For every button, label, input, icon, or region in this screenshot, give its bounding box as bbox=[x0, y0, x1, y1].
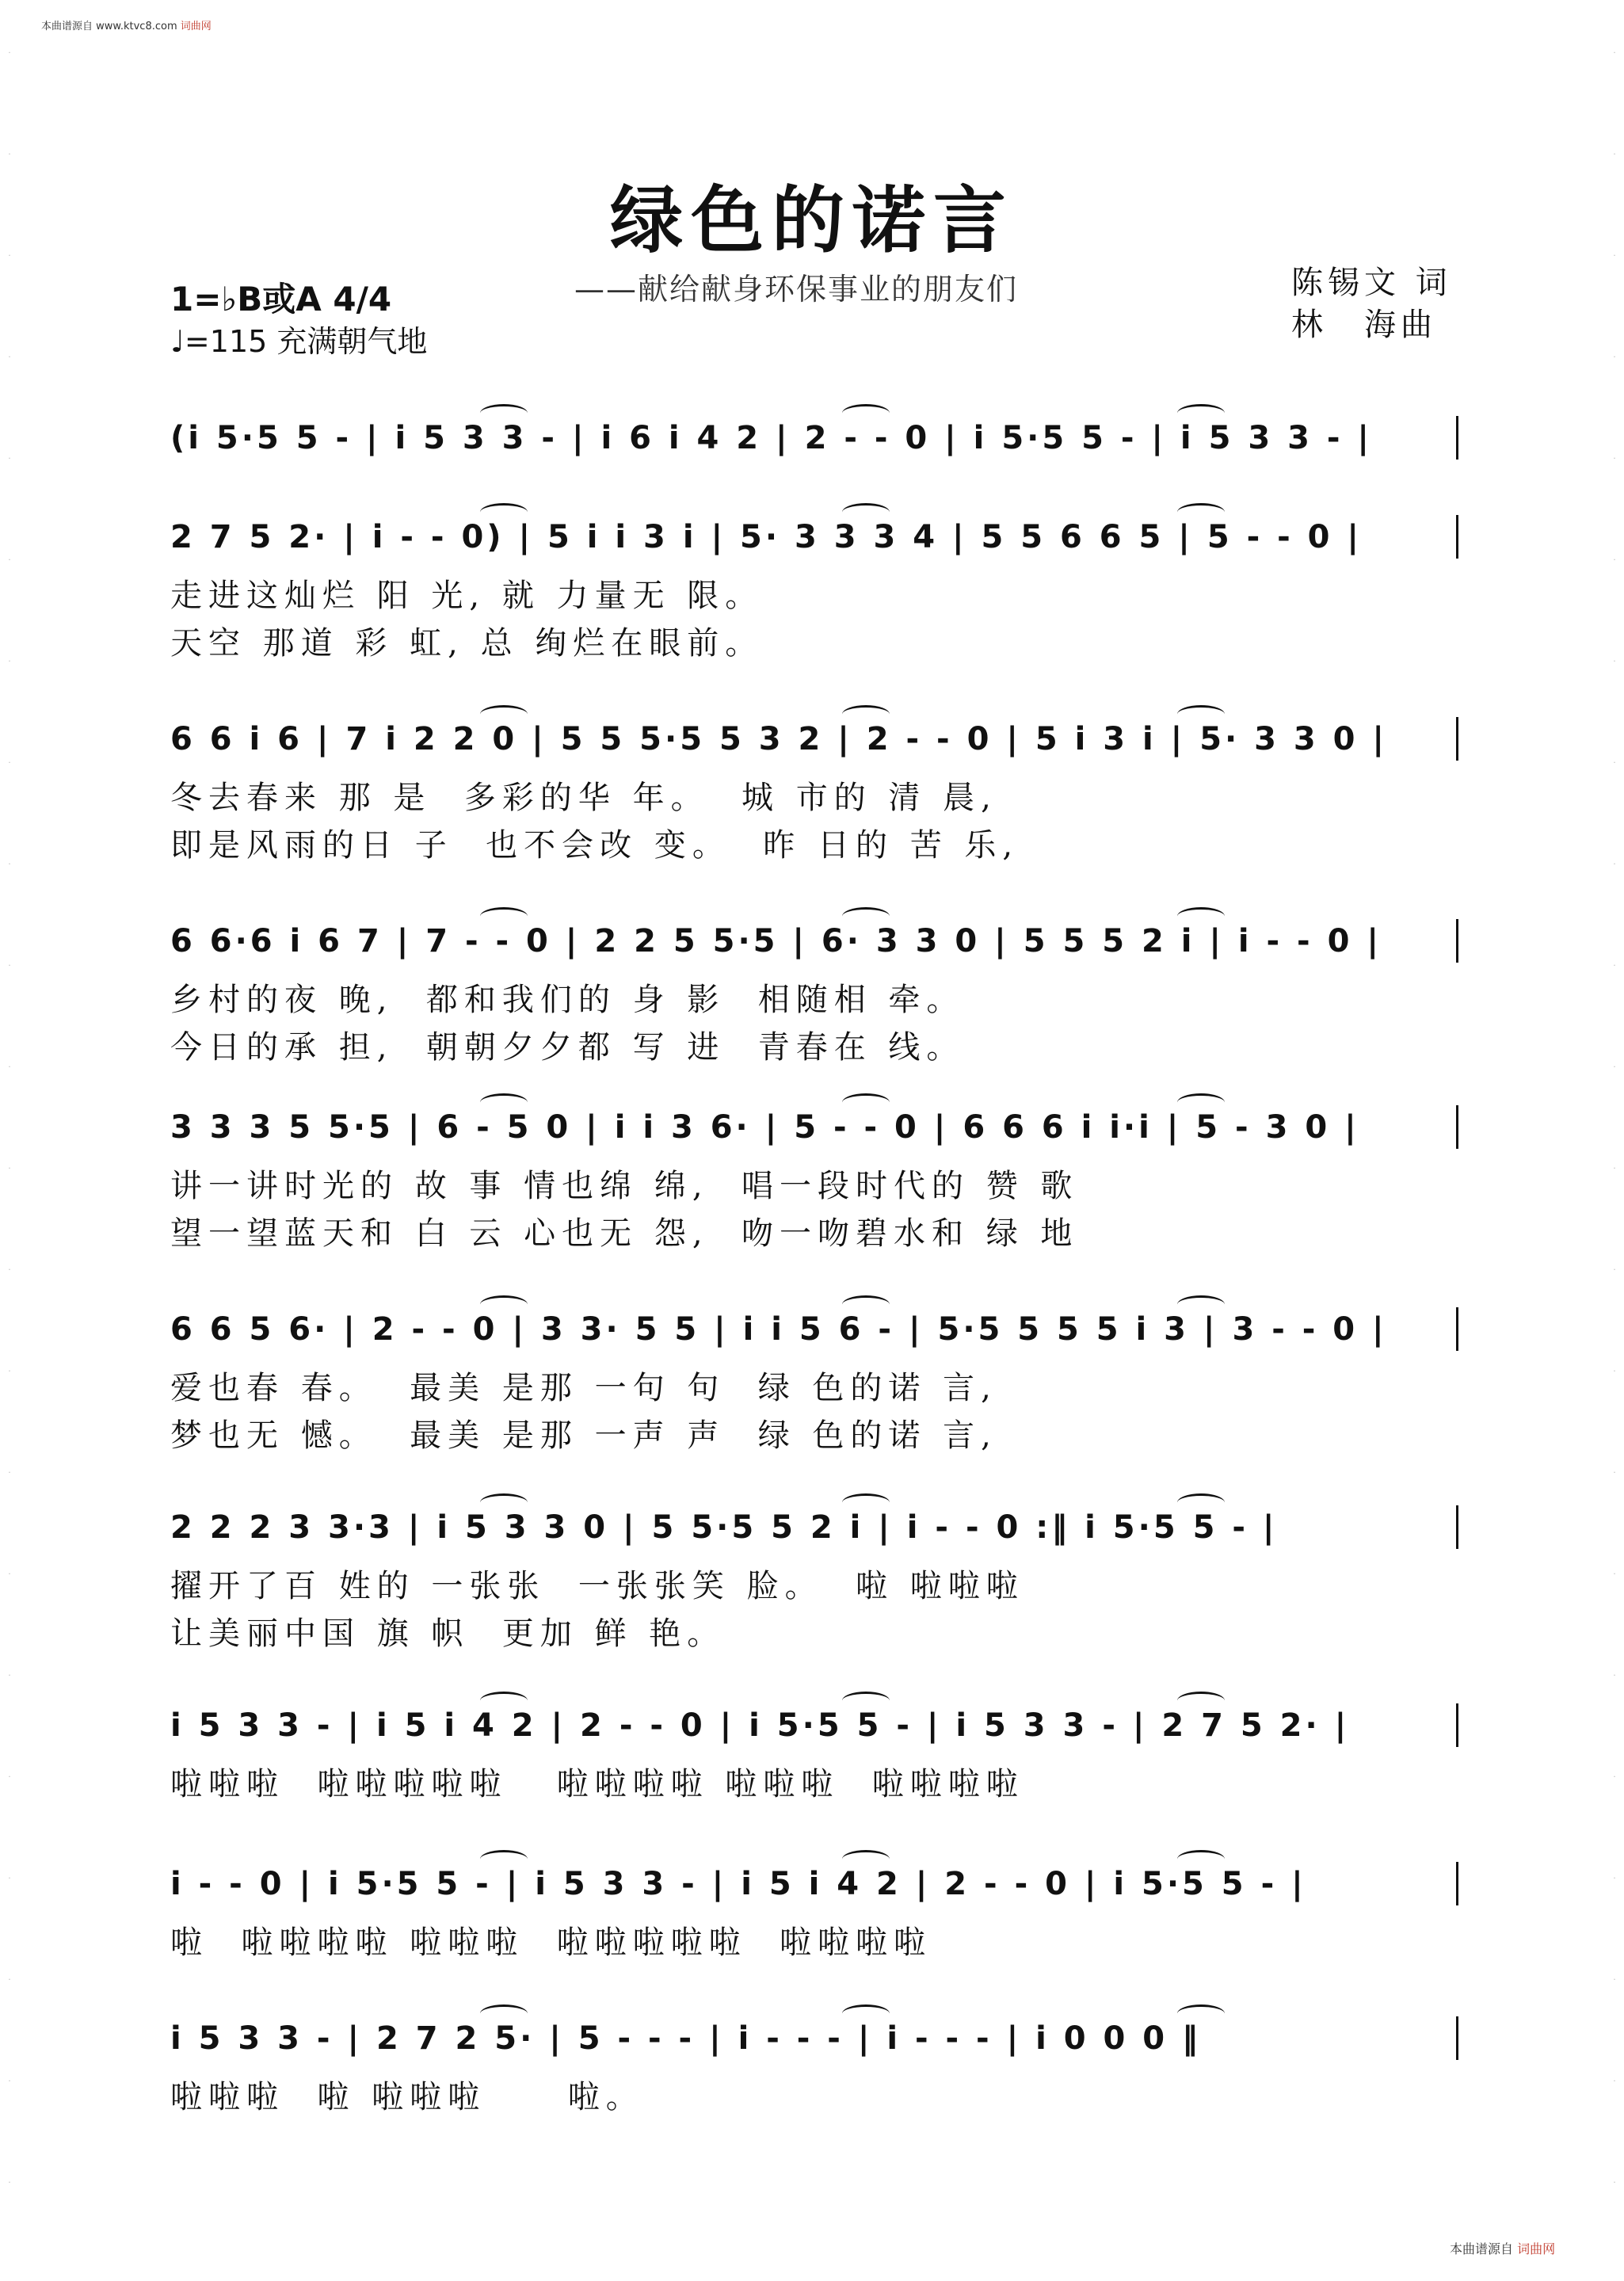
barline bbox=[1456, 1703, 1458, 1747]
lyric-line: 走进这灿烂 阳 光, 就 力量无 限。 bbox=[170, 578, 764, 614]
lyric-line: 梦也无 憾。 最美 是那 一声 声 绿 色的诺 言, bbox=[170, 1417, 997, 1454]
slur-mark bbox=[480, 1295, 528, 1314]
edge-watermark: · bbox=[1613, 1974, 1616, 1985]
edge-watermark: · bbox=[8, 1974, 11, 1985]
barline bbox=[1456, 919, 1458, 963]
edge-watermark: · bbox=[1613, 1873, 1616, 1883]
edge-watermark: · bbox=[8, 1569, 11, 1579]
song-title: 绿色的诺言 bbox=[609, 177, 1014, 263]
slur-mark bbox=[480, 907, 528, 925]
barline bbox=[1456, 1862, 1458, 1905]
notation-line: 6 6·6 i 6 7 | 7 - - 0 | 2 2 5 5·5 | 6· 3 3 0 | 5 5 5 2 i | i - - 0 | bbox=[170, 923, 1382, 959]
barline bbox=[1456, 2016, 1458, 2060]
edge-watermark: · bbox=[8, 1163, 11, 1173]
barline bbox=[1456, 1105, 1458, 1149]
edge-watermark: · bbox=[8, 859, 11, 869]
slur-mark bbox=[480, 1093, 528, 1112]
edge-watermark: · bbox=[1613, 250, 1616, 261]
edge-watermark: · bbox=[8, 352, 11, 362]
slur-mark bbox=[842, 1850, 890, 1868]
notation-line: i 5 3 3 - | i 5 i 4 2 | 2 - - 0 | i 5·5 5 - | i 5 3 3 - | 2 7 5 2· | bbox=[170, 1707, 1350, 1744]
edge-watermark: · bbox=[1613, 960, 1616, 971]
notation-line: i - - 0 | i 5·5 5 - | i 5 3 3 - | i 5 i 4 2 | 2 - - 0 | i 5·5 5 - | bbox=[170, 1866, 1306, 1902]
lyric-line: 冬去春来 那 是 多彩的华 年。 城 市的 清 晨, bbox=[170, 780, 997, 816]
barline bbox=[1456, 515, 1458, 559]
notation-line: 2 2 2 3 3·3 | i 5 3 3 0 | 5 5·5 5 2 i | i - - 0 :‖ i 5·5 5 - | bbox=[170, 1509, 1278, 1546]
edge-watermark: · bbox=[1613, 1062, 1616, 1072]
slur-mark bbox=[1177, 705, 1225, 723]
lyric-line: 今日的承 担, 朝朝夕夕都 写 进 青春在 线。 bbox=[170, 1029, 965, 1066]
slur-mark bbox=[480, 1850, 528, 1868]
composer-credit: 林 海曲 bbox=[1291, 307, 1437, 343]
source-credit-bottom: 本曲谱源自 词曲网 bbox=[1450, 2241, 1556, 2256]
slur-mark bbox=[842, 1692, 890, 1710]
slur-mark bbox=[480, 1493, 528, 1512]
notation-line: 6 6 i 6 | 7 i 2 2 0 | 5 5 5·5 5 3 2 | 2 - - 0 | 5 i 3 i | 5· 3 3 0 | bbox=[170, 721, 1388, 757]
slur-mark bbox=[1177, 1093, 1225, 1112]
edge-watermark: · bbox=[1613, 1163, 1616, 1173]
notation-line: i 5 3 3 - | 2 7 2 5· | 5 - - - | i - - - | i - - - | i 0 0 0 ‖ bbox=[170, 2020, 1202, 2057]
slur-mark bbox=[480, 2004, 528, 2023]
song-subtitle: ——献给献身环保事业的朋友们 bbox=[574, 272, 1019, 307]
edge-watermark: · bbox=[8, 48, 11, 58]
edge-watermark: · bbox=[1613, 48, 1616, 58]
slur-mark bbox=[1177, 1692, 1225, 1710]
edge-watermark: · bbox=[1613, 1569, 1616, 1579]
lyric-line: 望一望蓝天和 白 云 心也无 怨, 吻一吻碧水和 绿 地 bbox=[170, 1215, 1079, 1252]
edge-watermark: · bbox=[1613, 1264, 1616, 1275]
slur-mark bbox=[1177, 1850, 1225, 1868]
edge-watermark: · bbox=[1613, 1467, 1616, 1478]
lyric-line: 啦 啦啦啦啦 啦啦啦 啦啦啦啦啦 啦啦啦啦 bbox=[170, 1924, 932, 1961]
lyric-line: 即是风雨的日 子 也不会改 变。 昨 日的 苦 乐, bbox=[170, 827, 1020, 864]
lyric-line: 啦啦啦 啦啦啦啦啦 啦啦啦啦 啦啦啦 啦啦啦啦 bbox=[170, 1766, 1024, 1802]
edge-watermark: · bbox=[8, 1873, 11, 1883]
lyric-line: 讲一讲时光的 故 事 情也绵 绵, 唱一段时代的 赞 歌 bbox=[170, 1168, 1079, 1204]
source-credit-top: 本曲谱源自 www.ktvc8.com 词曲网 bbox=[41, 21, 212, 32]
lyric-line: 乡村的夜 晚, 都和我们的 身 影 相随相 牵。 bbox=[170, 982, 965, 1018]
edge-watermark: · bbox=[1613, 1772, 1616, 1782]
edge-watermark: · bbox=[8, 555, 11, 565]
slur-mark bbox=[842, 1093, 890, 1112]
slur-mark bbox=[1177, 1295, 1225, 1314]
edge-watermark: · bbox=[8, 960, 11, 971]
slur-mark bbox=[842, 404, 890, 422]
slur-mark bbox=[1177, 1493, 1225, 1512]
edge-watermark: · bbox=[8, 1467, 11, 1478]
slur-mark bbox=[480, 1692, 528, 1710]
edge-watermark: · bbox=[8, 1670, 11, 1680]
key-signature: 1=♭B或A 4/4 bbox=[170, 280, 392, 319]
lyric-line: 啦啦啦 啦 啦啦啦 啦。 bbox=[170, 2079, 644, 2115]
lyric-line: 天空 那道 彩 虹, 总 绚烂在眼前。 bbox=[170, 625, 764, 662]
edge-watermark: · bbox=[8, 1264, 11, 1275]
edge-watermark: · bbox=[8, 1772, 11, 1782]
edge-watermark: · bbox=[1613, 2177, 1616, 2188]
notation-line: 2 7 5 2· | i - - 0) | 5 i i 3 i | 5· 3 3 3 4 | 5 5 6 6 5 | 5 - - 0 | bbox=[170, 519, 1363, 555]
edge-watermark: · bbox=[8, 453, 11, 463]
slur-mark bbox=[842, 1295, 890, 1314]
edge-watermark: · bbox=[8, 2076, 11, 2086]
slur-mark bbox=[842, 907, 890, 925]
slur-mark bbox=[480, 705, 528, 723]
edge-watermark: · bbox=[8, 149, 11, 159]
notation-line: 3 3 3 5 5·5 | 6 - 5 0 | i i 3 6· | 5 - - 0 | 6 6 6 i i·i | 5 - 3 0 | bbox=[170, 1109, 1359, 1146]
edge-watermark: · bbox=[8, 1366, 11, 1376]
slur-mark bbox=[480, 503, 528, 521]
slur-mark bbox=[842, 2004, 890, 2023]
notation-line: (i 5·5 5 - | i 5 3 3 - | i 6 i 4 2 | 2 - - 0 | i 5·5 5 - | i 5 3 3 - | bbox=[170, 420, 1372, 456]
edge-watermark: · bbox=[8, 757, 11, 768]
slur-mark bbox=[1177, 404, 1225, 422]
edge-watermark: · bbox=[1613, 2076, 1616, 2086]
notation-line: 6 6 5 6· | 2 - - 0 | 3 3· 5 5 | i i 5 6 - | 5·5 5 5 5 i 3 | 3 - - 0 | bbox=[170, 1311, 1387, 1348]
slur-mark bbox=[480, 404, 528, 422]
barline bbox=[1456, 1307, 1458, 1351]
barline bbox=[1456, 717, 1458, 761]
edge-watermark: · bbox=[1613, 1366, 1616, 1376]
edge-watermark: · bbox=[1613, 757, 1616, 768]
edge-watermark: · bbox=[8, 250, 11, 261]
slur-mark bbox=[842, 705, 890, 723]
slur-mark bbox=[1177, 907, 1225, 925]
slur-mark bbox=[842, 503, 890, 521]
edge-watermark: · bbox=[1613, 859, 1616, 869]
slur-mark bbox=[1177, 503, 1225, 521]
edge-watermark: · bbox=[8, 1062, 11, 1072]
lyric-line: 擢开了百 姓的 一张张 一张张笑 脸。 啦 啦啦啦 bbox=[170, 1568, 1024, 1604]
edge-watermark: · bbox=[8, 2177, 11, 2188]
barline bbox=[1456, 1505, 1458, 1549]
edge-watermark: · bbox=[8, 656, 11, 666]
edge-watermark: · bbox=[1613, 555, 1616, 565]
lyric-line: 爱也春 春。 最美 是那 一句 句 绿 色的诺 言, bbox=[170, 1370, 997, 1406]
edge-watermark: · bbox=[1613, 1670, 1616, 1680]
edge-watermark: · bbox=[1613, 149, 1616, 159]
edge-watermark: · bbox=[1613, 352, 1616, 362]
slur-mark bbox=[842, 1493, 890, 1512]
edge-watermark: · bbox=[1613, 656, 1616, 666]
barline bbox=[1456, 416, 1458, 460]
lyricist-credit: 陈锡文 词 bbox=[1291, 265, 1452, 301]
lyric-line: 让美丽中国 旗 帜 更加 鲜 艳。 bbox=[170, 1615, 726, 1652]
slur-mark bbox=[1177, 2004, 1225, 2023]
tempo-marking: ♩=115 充满朝气地 bbox=[170, 324, 428, 359]
edge-watermark: · bbox=[1613, 453, 1616, 463]
